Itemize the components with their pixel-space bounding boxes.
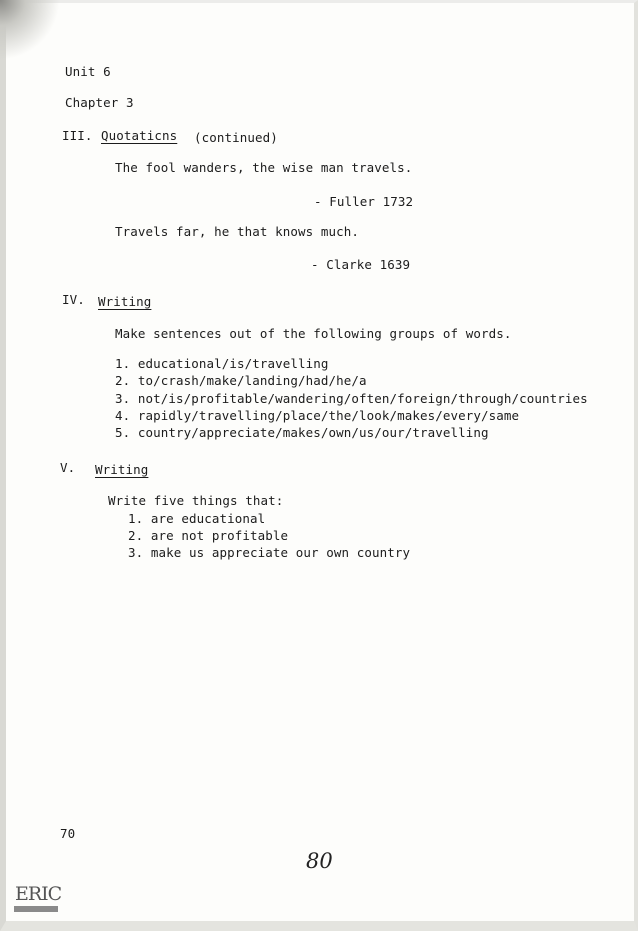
section-5-item-3: 3. make us appreciate our own country — [128, 545, 411, 560]
section-3-note: (continued) — [194, 130, 278, 145]
section-4-item-4: 4. rapidly/travelling/place/the/look/makes/every/same — [115, 408, 520, 423]
chapter-label: Chapter 3 — [65, 95, 134, 110]
section-5-instruction: Write five things that: — [108, 493, 284, 508]
footer-left-number: 70 — [60, 826, 76, 841]
section-5-item-2: 2. are not profitable — [128, 528, 289, 543]
section-4-item-1: 1. educational/is/travelling — [115, 356, 329, 371]
scan-corner-smudge — [0, 0, 60, 60]
section-4-item-5: 5. country/appreciate/makes/own/us/our/travelling — [115, 425, 489, 440]
quote-2-attribution: - Clarke 1639 — [311, 257, 411, 272]
section-5-title: Writing — [95, 462, 149, 477]
section-5-item-1: 1. are educational — [128, 511, 266, 526]
section-4-item-3: 3. not/is/profitable/wandering/often/foreign/through/countries — [115, 391, 588, 406]
section-5-numeral: V. — [60, 460, 76, 475]
quote-1-text: The fool wanders, the wise man travels. — [115, 160, 413, 175]
quote-2-text: Travels far, he that knows much. — [115, 224, 360, 239]
quote-1-attribution: - Fuller 1732 — [314, 194, 414, 209]
unit-label: Unit 6 — [65, 64, 111, 79]
section-4-title: Writing — [98, 294, 152, 309]
eric-logo-bar — [14, 906, 58, 912]
page-number: 80 — [306, 849, 333, 873]
eric-logo-text: ERIC — [15, 883, 62, 905]
section-4-item-2: 2. to/crash/make/landing/had/he/a — [115, 373, 367, 388]
section-4-instruction: Make sentences out of the following groups of words. — [115, 326, 512, 341]
section-3-numeral: III. — [62, 128, 93, 143]
section-3-title: Quotaticns — [101, 128, 178, 143]
section-4-numeral: IV. — [62, 292, 85, 307]
